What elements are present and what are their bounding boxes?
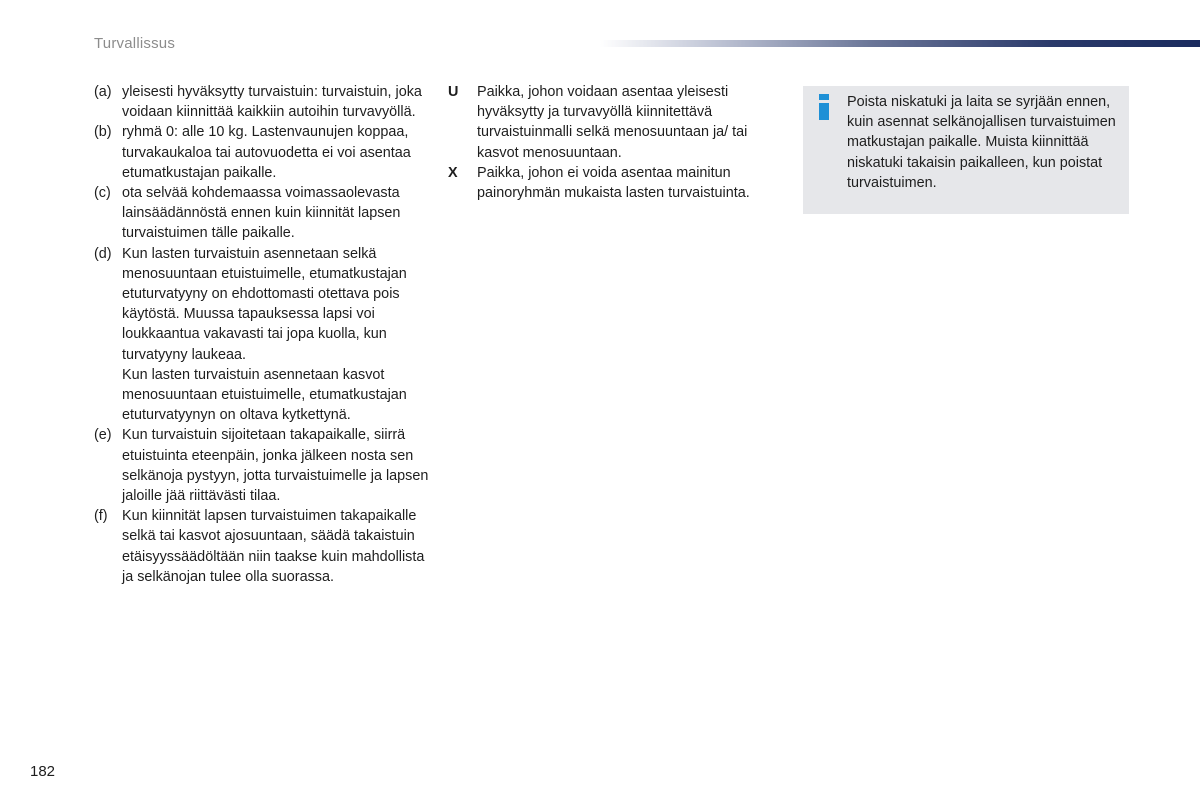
note-text: Kun kiinnität lapsen turvaistuimen takapaikalle selkä tai kasvot ajosuuntaan, säädä takaistuin etäisyyssäädöltään niin taakse kuin mahdollista ja selkänojan tulee olla suorassa. bbox=[122, 508, 425, 585]
note-item-c bbox=[94, 183, 434, 244]
note-letter: (d) bbox=[94, 245, 112, 262]
legend-text: Paikka, johon voidaan asentaa yleisesti hyväksytty ja turvavyöllä kiinnitettävä turvaistuinmalli selkä menosuuntaan ja/ tai kasvot menosuuntaan. bbox=[477, 84, 748, 161]
note-text: yleisesti hyväksytty turvaistuin: turvaistuin, joka voidaan kiinnittää kaikkiin autoihin turvavyöllä. bbox=[122, 84, 422, 121]
note-extra-text: Kun lasten turvaistuin asennetaan kasvot menosuuntaan etuistuimelle, etumatkustajan etuturvatyynyn on oltava kytkettynä. bbox=[122, 366, 407, 424]
legend-item-u bbox=[448, 82, 783, 163]
info-icon bbox=[817, 94, 831, 120]
note-letter: (b) bbox=[94, 124, 112, 141]
legend-item-x bbox=[448, 163, 783, 203]
legend-text: Paikka, johon ei voida asentaa mainitun painoryhmän mukaista lasten turvaistuinta. bbox=[477, 164, 750, 202]
info-text: Poista niskatuki ja laita se syrjään ennen, kuin asennat selkänojallisen turvaistuimen matkustajan paikalle. Muista kiinnittää niskatuki takaisin paikalleen, kun poistat turvaistuimen. bbox=[847, 94, 1116, 191]
section-title: Turvallissus bbox=[94, 35, 176, 52]
note-item-b bbox=[94, 122, 434, 183]
page-number: 182 bbox=[30, 763, 56, 780]
note-item-d bbox=[94, 244, 434, 426]
info-box bbox=[803, 86, 1129, 214]
note-letter: (c) bbox=[94, 185, 111, 202]
legend-list bbox=[448, 82, 783, 203]
note-text: ota selvää kohdemaassa voimassaolevasta lainsäädännöstä ennen kuin kiinnität lapsen turvaistuimen tälle paikalle. bbox=[122, 185, 401, 242]
note-letter: (a) bbox=[94, 84, 112, 100]
note-item-f bbox=[94, 506, 434, 587]
note-item-a bbox=[94, 82, 434, 122]
note-item-e bbox=[94, 425, 434, 506]
legend-code: X bbox=[448, 164, 458, 181]
note-letter: (f) bbox=[94, 508, 108, 525]
note-text: ryhmä 0: alle 10 kg. Lastenvaunujen koppaa, turvakaukaloa tai autovuodetta ei voi asentaa etumatkustajan paikalle. bbox=[122, 124, 411, 181]
note-text: Kun turvaistuin sijoitetaan takapaikalle, siirrä etuistuinta eteenpäin, jonka jälkeen nosta sen selkänoja pystyyn, jotta turvaistuimelle ja lapsen jaloille jää riittävästi tilaa. bbox=[122, 427, 429, 505]
note-text: Kun lasten turvaistuin asennetaan selkä menosuuntaan etuistuimelle, etumatkustajan etuturvatyyny on ehdottomasti otettava pois käytöstä. Muussa tapauksessa lapsi voi loukkaantua vakavasti tai jopa kuolla, kun turvatyyny laukeaa. bbox=[122, 245, 407, 363]
header-decorative-bar bbox=[600, 40, 1200, 47]
legend-code: U bbox=[448, 84, 459, 100]
note-letter: (e) bbox=[94, 427, 112, 444]
notes-list bbox=[94, 82, 434, 587]
